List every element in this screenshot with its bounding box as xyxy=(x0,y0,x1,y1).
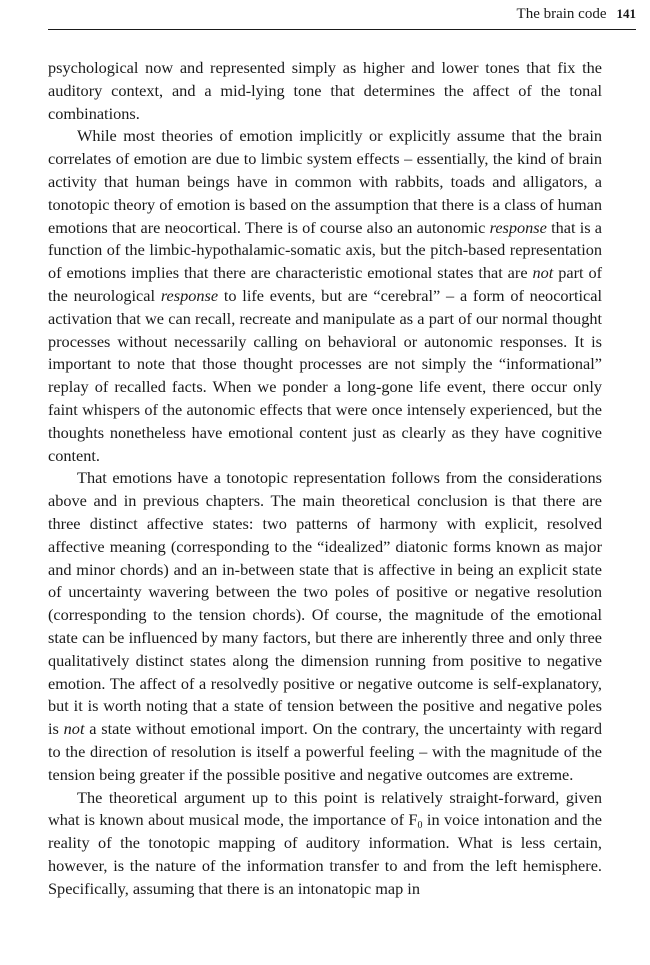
text-run: While most theories of emotion implicitly or explicitly assume that the brain correlates of emotion are due to limbic system effects – essentially, the kind of brain activity that human beings have in common with rabbits, toads and alligators, a tonotopic theory of emotion is based on the assumption that there is a class of human emotions that are neocortical. There is of course also an autonomic xyxy=(48,126,602,237)
body-text xyxy=(48,57,602,900)
paragraph xyxy=(48,125,602,467)
text-run: That emotions have a tonotopic representation follows from the considerations above and in previous chapters. The main theoretical conclusion is that there are three distinct affective states: two patterns of harmony with explicit, resolved affective meaning (corresponding to the “idealized” diatonic forms known as major and minor chords) and an in-between state that is affective in being an explicit state of uncertainty wavering between the two poles of positive or negative resolution (corresponding to the tension chords). Of course, the magnitude of the emotional state can be influenced by many factors, but there are inherently three and only three qualitatively distinct states along the dimension running from positive to negative emotion. The affect of a resolvedly positive or negative outcome is self-explanatory, but it is worth noting that a state of tension between the positive and negative poles is xyxy=(48,468,602,739)
paragraph xyxy=(48,467,602,786)
emphasis: response xyxy=(160,285,219,305)
subscript: 0 xyxy=(417,820,423,832)
page-number: 141 xyxy=(616,6,636,21)
emphasis: not xyxy=(532,263,554,283)
emphasis: not xyxy=(63,719,85,739)
text-run: a state without emotional import. On the contrary, the uncertainty with regard to the direction of resolution is itself a powerful feeling – with the magnitude of the tension being greater if the possible positive and negative outcomes are extreme. xyxy=(48,719,602,784)
text-run: that is a function of the limbic-hypothalamic-somatic axis, but the pitch-based representation of emotions implies that there are characteristic emotional states that are xyxy=(48,217,603,283)
text-run: part of the neurological xyxy=(48,263,603,305)
emphasis: response xyxy=(489,217,547,237)
running-title: The brain code xyxy=(516,6,607,22)
text-run: to life events, but are “cerebral” – a form of neocortical activation that we can recall, recreate and manipulate as a part of our normal thought processes without necessarily calling on behavioral or autonomic responses. It is important to note that those thought processes are not simply the “informational” replay of recalled facts. When we ponder a long-gone life event, there occur only faint whispers of the autonomic effects that were once intensely experienced, but the thoughts nonetheless have emotional content just as clearly as they have cognitive content. xyxy=(48,285,603,465)
header-rule xyxy=(48,29,636,30)
paragraph xyxy=(48,787,602,901)
running-head xyxy=(48,4,636,24)
paragraph xyxy=(48,57,602,125)
text-run: psychological now and represented simply as higher and lower tones that fix the auditory context, and a mid-lying tone that determines the affect of the tonal combinations. xyxy=(48,58,602,123)
text-run: in voice intonation and the reality of the tonotopic mapping of auditory information. What is less certain, however, is the nature of the information transfer to and from the left hemisphere. Specifically, assuming that there is an intonatopic map in xyxy=(48,810,602,898)
text-run: The theoretical argument up to this point is relatively straight-forward, given what is known about musical mode, the importance of F xyxy=(48,787,602,830)
